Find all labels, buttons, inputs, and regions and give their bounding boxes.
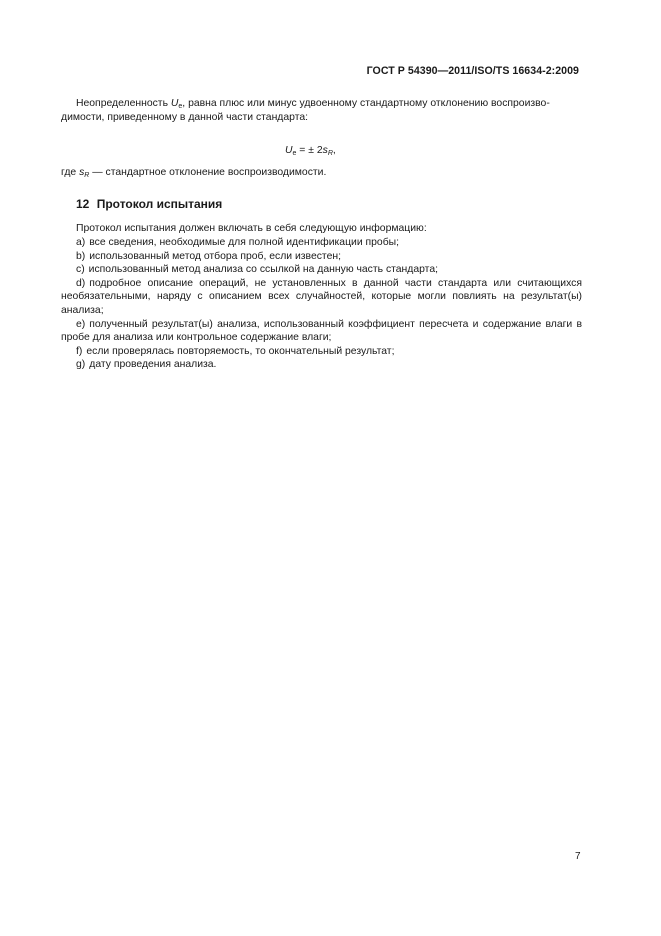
standard-designation: ГОСТ Р 54390—2011/ISO/TS 16634-2:2009 (366, 65, 579, 77)
section-heading (61, 197, 582, 212)
list-item: e) полученный результат(ы) анализа, использованный коэффициент пересчета и содержание влаги в пробе для анализа или контрольное содержание влаги; (61, 318, 582, 344)
page-content (61, 97, 582, 372)
lead-paragraph: Протокол испытания должен включать в себя следующую информацию: (76, 223, 427, 235)
uncertainty-symbol: U (170, 98, 179, 109)
where-clause: где $s_R$ — стандартное отклонение воспроизводимости. (61, 166, 327, 179)
list-item: a) все сведения, необходимые для полной идентификации пробы; (76, 236, 399, 248)
uncertainty-formula: $U_e$ = ± $2s_R$, (285, 145, 336, 158)
list-item: f) если проверялась повторяемость, то окончательный результат; (76, 345, 395, 357)
section-number: 12 (76, 197, 90, 212)
list-item: g) дату проведения анализа. (76, 359, 217, 371)
list-item: b) использованный метод отбора проб, если известен; (76, 250, 341, 262)
report-items-list (61, 236, 582, 372)
list-item: c) использованный метод анализа со ссылкой на данную часть стандарта; (76, 264, 438, 276)
list-item: d) подробное описание операций, не установленных в данной части стандарта или считающихся необязательными, наряду с описанием всех случайностей, которые могли повлиять на результат(ы) анализа; (61, 277, 582, 316)
document-header (367, 65, 579, 79)
uncertainty-paragraph: Неопределенность $U_e$, равна плюс или минус удвоенному стандартному отклонению воспроизво- димости, приведенному в данной части стандарта: (61, 98, 550, 123)
section-title: Протокол испытания (96, 197, 223, 212)
page-number: 7 (575, 851, 581, 862)
